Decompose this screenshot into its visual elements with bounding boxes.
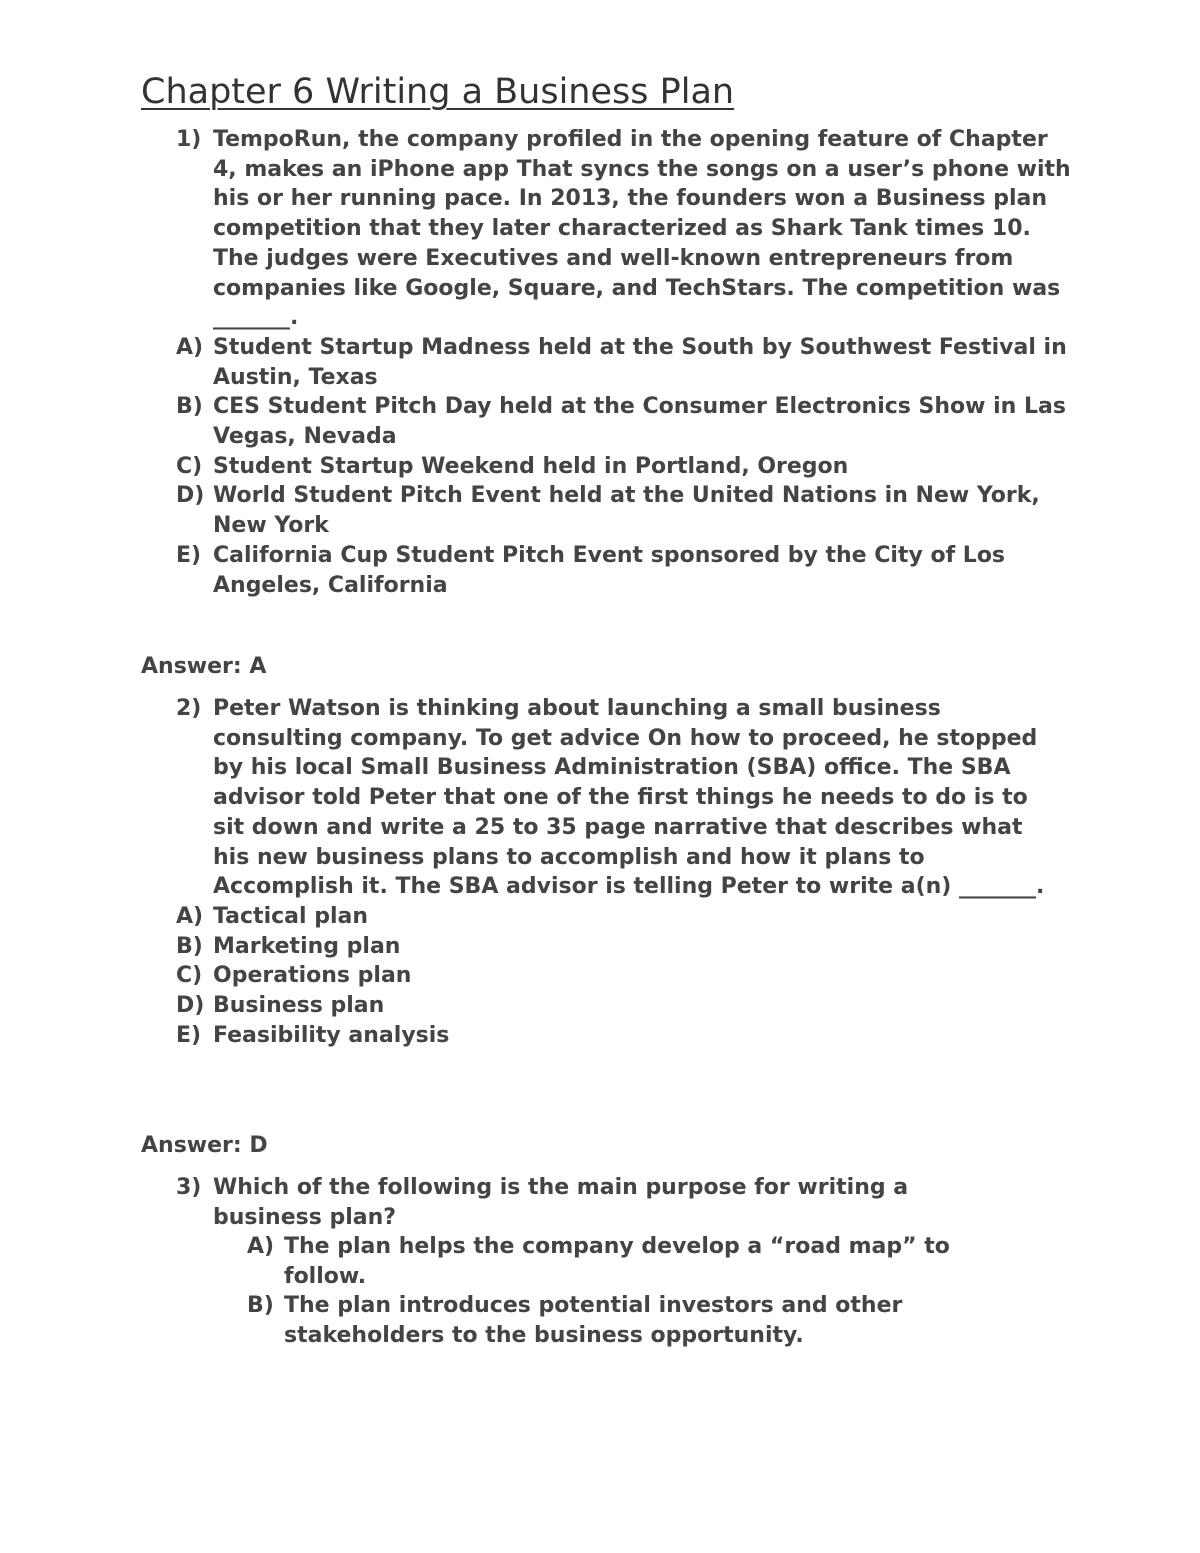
question-1-block xyxy=(176,125,1076,600)
question-2-option-e xyxy=(176,1021,1056,1051)
question-1-number: 1) xyxy=(176,127,202,152)
answer-2: Answer: D xyxy=(141,1133,268,1158)
option-letter: D) xyxy=(176,483,205,509)
option-letter: B) xyxy=(176,394,203,420)
option-text: The plan introduces potential investors and other stakeholders to the business opportunity. xyxy=(284,1293,903,1349)
question-2-option-b xyxy=(176,932,1056,962)
answer-1: Answer: A xyxy=(141,654,267,679)
question-3-option-b xyxy=(247,1291,1017,1350)
option-letter: E) xyxy=(176,542,202,568)
option-letter: C) xyxy=(176,453,203,479)
question-2-option-c xyxy=(176,961,1056,991)
option-text: Operations plan xyxy=(213,963,412,989)
option-letter: D) xyxy=(176,993,205,1019)
question-3-block xyxy=(176,1173,996,1232)
question-1-option-e xyxy=(176,541,1076,600)
option-letter: C) xyxy=(176,963,203,989)
option-text: World Student Pitch Event held at the United Nations in New York, New York xyxy=(213,483,1040,539)
option-letter: B) xyxy=(247,1293,274,1319)
question-3-number: 3) xyxy=(176,1175,202,1200)
question-2-option-d xyxy=(176,991,1056,1021)
question-1-text: TempoRun, the company profiled in the opening feature of Chapter 4, makes an iPhone app That syncs the songs on a user’s phone with his or her running pace. In 2013, the founders won a Business plan competition that they later characterized as Shark Tank times 10. The judges were Executives and well-known entrepreneurs from companies like Google, Square, and TechStars. The competition was _______. xyxy=(213,127,1071,331)
option-letter: E) xyxy=(176,1022,202,1048)
question-3-option-a xyxy=(247,1232,1017,1291)
option-text: Student Startup Madness held at the South by Southwest Festival in Austin, Texas xyxy=(213,334,1067,390)
page-title: Chapter 6 Writing a Business Plan xyxy=(141,72,735,112)
option-text: Business plan xyxy=(213,993,385,1019)
question-1 xyxy=(176,125,1076,333)
option-text: Marketing plan xyxy=(213,933,401,959)
option-text: CES Student Pitch Day held at the Consumer Electronics Show in Las Vegas, Nevada xyxy=(213,394,1066,450)
question-3-options xyxy=(247,1232,1017,1351)
option-letter: A) xyxy=(176,334,204,360)
question-2-block xyxy=(176,694,1056,1050)
option-text: Feasibility analysis xyxy=(213,1022,450,1048)
question-2 xyxy=(176,694,1056,902)
question-3-text: Which of the following is the main purpose for writing a business plan? xyxy=(213,1175,909,1230)
option-letter: A) xyxy=(247,1234,275,1259)
question-3 xyxy=(176,1173,996,1232)
question-1-option-c xyxy=(176,452,1076,482)
question-2-text: Peter Watson is thinking about launching a small business consulting company. To get advice On how to proceed, he stopped by his local Small Business Administration (SBA) office. The SBA advisor told Peter that one of the first things he needs to do is to sit down and write a 25 to 35 page narrative that describes what his new business plans to accomplish and how it plans to Accomplish it. The SBA advisor is telling Peter to write a(n) _______. xyxy=(213,696,1045,900)
option-text: The plan helps the company develop a “road map” to follow. xyxy=(284,1234,950,1289)
option-letter: B) xyxy=(176,933,203,959)
option-text: Tactical plan xyxy=(213,903,368,929)
question-1-option-b xyxy=(176,392,1076,451)
option-text: California Cup Student Pitch Event sponsored by the City of Los Angeles, California xyxy=(213,542,1006,598)
question-1-option-a xyxy=(176,333,1076,392)
question-1-option-d xyxy=(176,481,1076,540)
option-letter: A) xyxy=(176,903,204,929)
question-2-option-a xyxy=(176,902,1056,932)
question-2-number: 2) xyxy=(176,696,202,721)
option-text: Student Startup Weekend held in Portland, Oregon xyxy=(213,453,849,479)
